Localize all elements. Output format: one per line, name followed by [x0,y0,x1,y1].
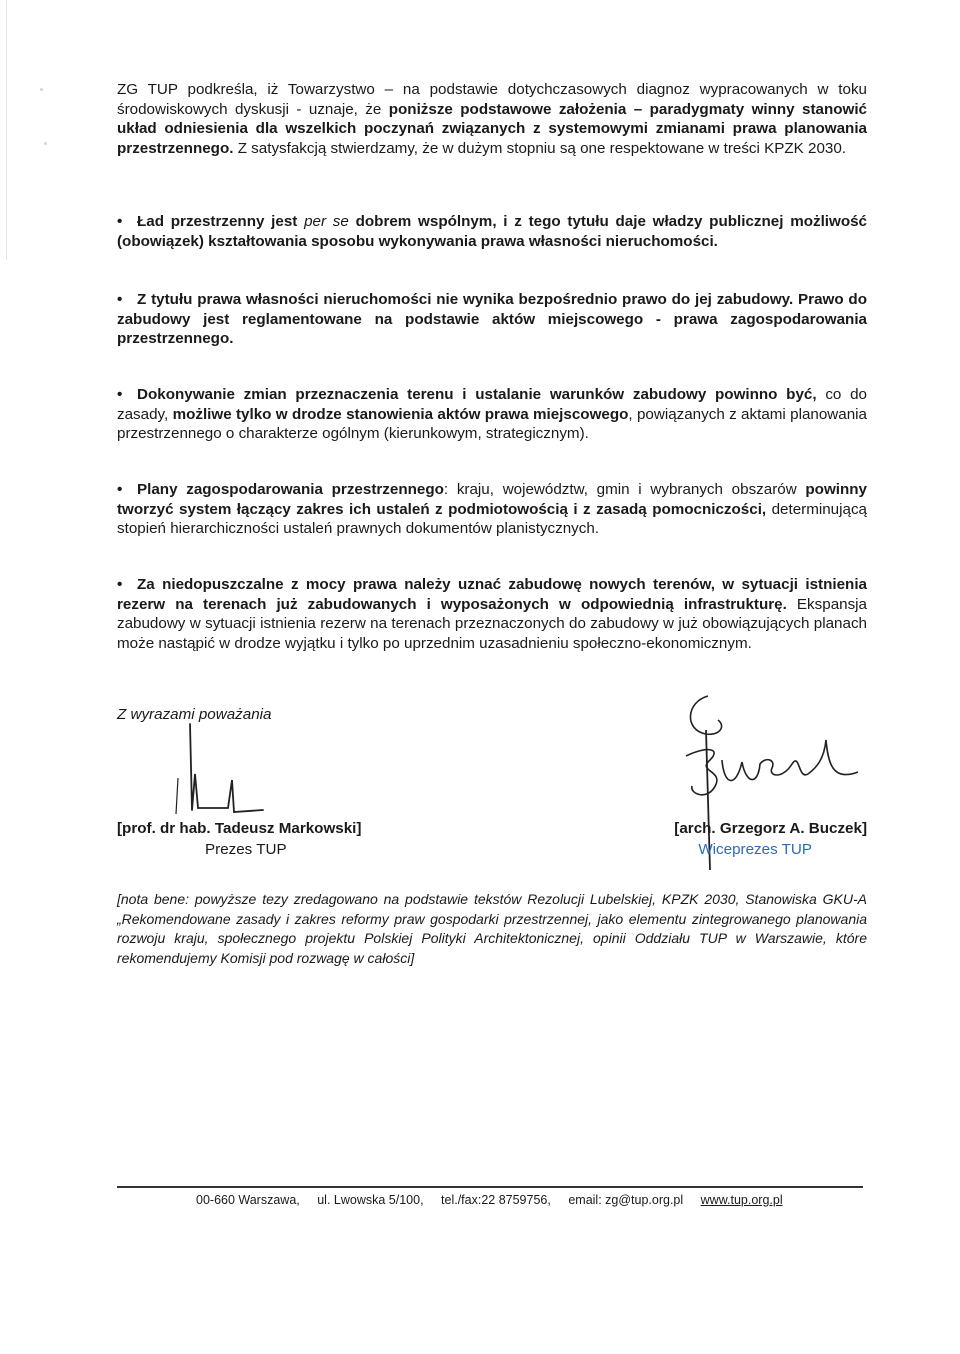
footer-divider [117,1186,863,1188]
thesis-item-4 [117,480,867,539]
scan-speck [44,142,47,145]
intro-text: ZG TUP podkreśla, iż Towarzystwo – na podstawie dotychczasowych diagnoz wypracowanych w toku środowiskowych dyskusji - uznaje, że [117,81,867,118]
thesis-4-text-end: determinującą stopień hierarchiczności ustaleń prawnych dokumentów planistycznych. [117,500,867,538]
bullet-icon: • [117,291,123,308]
thesis-1-text-end: dobrem wspólnym, i z tego tytułu daje władzy publicznej możliwość (obowiązek) kształtowania sposobu wykonywania prawa własności nieruchomości. [117,213,867,250]
signer-role: Prezes TUP [205,841,287,858]
nota-bene-note: [nota bene: powyższe tezy zredagowano na podstawie tekstów Rezolucji Lubelskiej, KPZK 2030, Stanowiska GKU-A „Rekomendowane zasady i zakres reformy praw gospodarki przestrzennej, jako elementu zintegrowanego planowania rozwoju kraju, społecznego projektu Polskiej Polityki Architektonicznej, opinii Oddziału TUP w Warszawie, które rekomendujemy Komisji pod rozwagę w całości] [117,891,867,966]
bullet-icon: • [117,576,123,593]
signer-president [117,818,361,860]
bullet-icon: • [117,213,123,230]
thesis-5-text: Ekspansja zabudowy w sytuacji istnienia rezerw na terenach przeznaczonych do zabudowy w już obowiązujących planach może nastąpić w drodze wyjątku i tylko po uprzednim uzasadnieniu społeczno-ekonomicznym. [117,595,867,652]
thesis-3-text: co do zasady, [117,386,868,423]
footer-contact [196,1193,783,1207]
thesis-item-3 [117,385,867,444]
thesis-3-text-end: , powiązanych z aktami planowania przestrzennego o charakterze ogólnym (kierunkowym, strategicznym). [117,405,867,443]
thesis-5-bold: Za niedopuszczalne z mocy prawa należy uznać zabudowę nowych terenów, w sytuacji istnienia rezerw na terenach już zabudowanych i wyposażonych w odpowiednią infrastrukturę. [117,576,867,613]
signer-name: [arch. Grzegorz A. Buczek] [674,820,867,837]
thesis-item-2 [117,290,867,349]
signer-role: Wiceprezes TUP [698,841,812,858]
footer-street: ul. Lwowska 5/100, [317,1193,424,1207]
thesis-item-5 [117,575,867,653]
footer-phone: tel./fax:22 8759756, [441,1193,551,1207]
intro-paragraph [117,80,867,158]
thesis-1-text: Ład przestrzenny jest [137,213,305,230]
footer-website-link[interactable]: www.tup.org.pl [700,1193,783,1207]
thesis-4-bold: Plany zagospodarowania przestrzennego [137,481,444,498]
scan-speck [40,88,43,91]
bullet-icon: • [117,386,123,403]
thesis-4-bold-2: powinny tworzyć system łączący zakres ich ustaleń z podmiotowością i z zasadą pomocniczości, [117,481,867,518]
bullet-icon: • [117,481,123,498]
thesis-item-1 [117,212,867,251]
thesis-4-text: : kraju, województw, gmin i wybranych obszarów [443,481,806,498]
closing-salutation: Z wyrazami poważania [117,706,272,723]
scan-edge [6,0,7,260]
footer-email[interactable]: email: zg@tup.org.pl [568,1193,684,1207]
intro-text-end: Z satysfakcją stwierdzamy, że w dużym stopniu są one respektowane w treści KPZK 2030. [233,139,847,157]
signature-markowski [168,718,278,818]
thesis-3-bold-2: możliwe tylko w drodze stanowienia aktów prawa miejscowego [172,405,629,423]
thesis-2-text: Z tytułu prawa własności nieruchomości nie wynika bezpośrednio prawo do jej zabudowy. Prawo do zabudowy jest reglamentowane na podstawie aktów miejscowego - prawa zagospodarowania przestrzennego. [117,291,867,348]
signer-vicepresident [655,818,867,860]
thesis-1-italic: per se [304,213,349,230]
signer-name: [prof. dr hab. Tadeusz Markowski] [117,820,362,837]
thesis-3-bold: Dokonywanie zmian przeznaczenia terenu i ustalanie warunków zabudowy powinno być, [137,386,817,403]
intro-bold-text: poniższe podstawowe założenia – paradygmaty winny stanowić układ odniesienia dla wszelkich poczynań związanych z systemowymi zmianami prawa planowania przestrzennego. [117,100,867,157]
footer-address: 00-660 Warszawa, [196,1193,300,1207]
